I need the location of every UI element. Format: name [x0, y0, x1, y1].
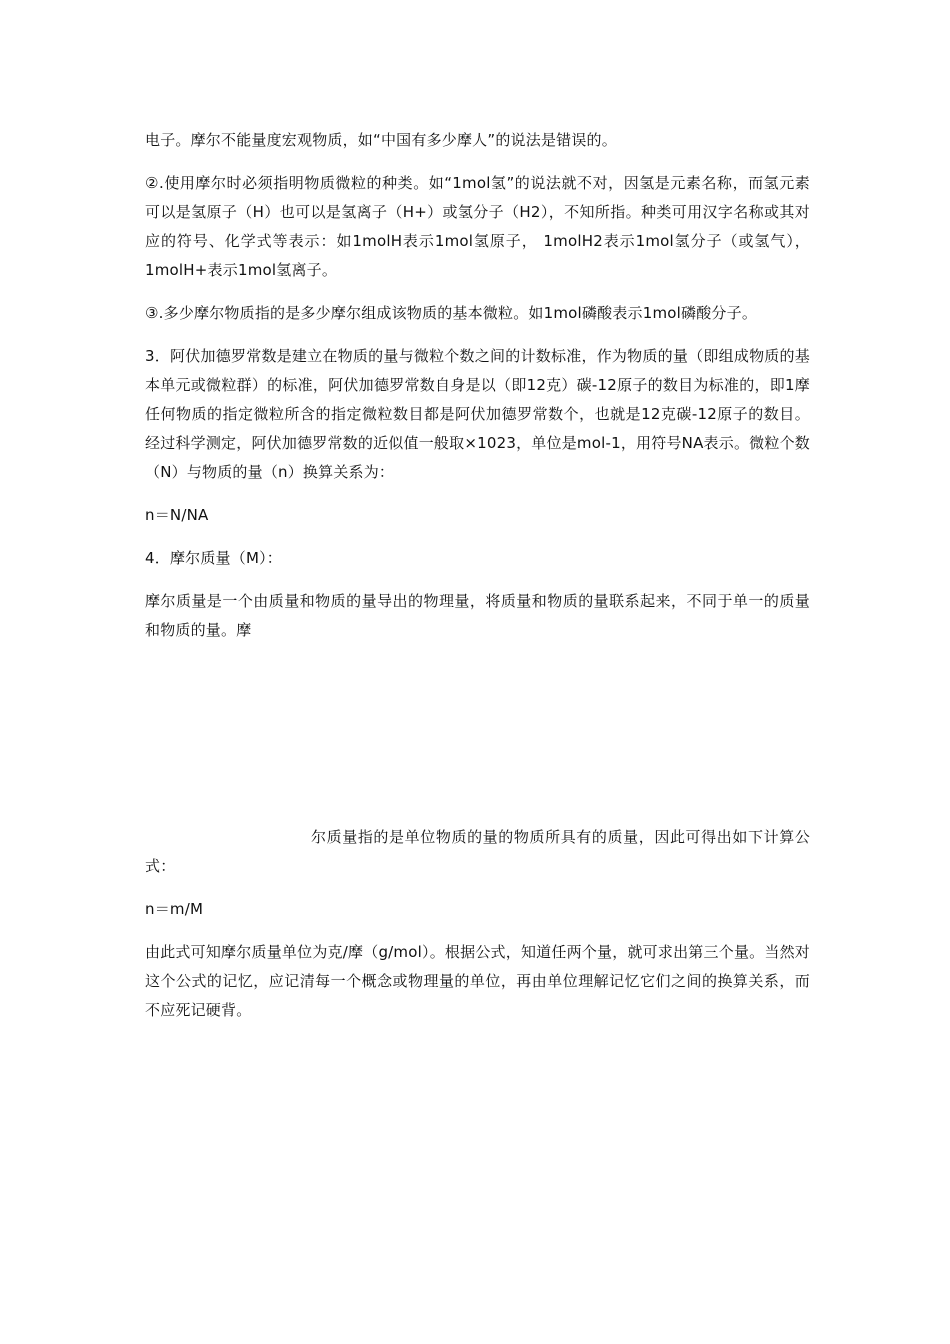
formula-n-equals-n-over-na: n＝N/NA [145, 506, 209, 524]
paragraph-molar-mass-unit: 由此式可知摩尔质量单位为克/摩（g/mol）。根据公式，知道任两个量，就可求出第三个量。当然对这个公式的记忆，应记清每一个概念或物理量的单位，再由单位理解记忆它们之间的换算关系，而不应死记硬背。 [145, 943, 810, 1019]
heading-molar-mass: 4．摩尔质量（M）： [145, 549, 282, 567]
document-body [145, 126, 810, 1039]
paragraph-electron-note: 电子。摩尔不能量度宏观物质，如“中国有多少摩人”的说法是错误的。 [145, 131, 617, 149]
paragraph-molar-mass-continuation: 尔质量指的是单位物质的量的物质所具有的质量，因此可得出如下计算公式： [145, 828, 810, 875]
formula-n-equals-m-over-m: n＝m/M [145, 900, 204, 918]
page-gap [145, 659, 810, 823]
paragraph-mol-particle-type: ②.使用摩尔时必须指明物质微粒的种类。如“1mol氢”的说法就不对，因氢是元素名称，而氢元素可以是氢原子（H）也可以是氢离子（H+）或氢分子（H2），不知所指。种类可用汉字名称或其对应的符号、化学式等表示：如1molH表示1mol氢原子， 1molH2表示1mol氢分子（或氢气），1molH+表示1mol氢离子。 [145, 174, 810, 279]
paragraph-mol-basic-particle: ③.多少摩尔物质指的是多少摩尔组成该物质的基本微粒。如1mol磷酸表示1mol磷酸分子。 [145, 304, 758, 322]
paragraph-molar-mass-definition: 摩尔质量是一个由质量和物质的量导出的物理量，将质量和物质的量联系起来，不同于单一的质量和物质的量。摩 [145, 592, 810, 639]
paragraph-avogadro-constant: 3．阿伏加德罗常数是建立在物质的量与微粒个数之间的计数标准，作为物质的量（即组成物质的基本单元或微粒群）的标准，阿伏加德罗常数自身是以（即12克）碳-12原子的数目为标准的，即1摩任何物质的指定微粒所含的指定微粒数目都是阿伏加德罗常数个，也就是12克碳-12原子的数目。经过科学测定，阿伏加德罗常数的近似值一般取×1023，单位是mol-1，用符号NA表示。微粒个数（N）与物质的量（n）换算关系为： [145, 347, 810, 481]
